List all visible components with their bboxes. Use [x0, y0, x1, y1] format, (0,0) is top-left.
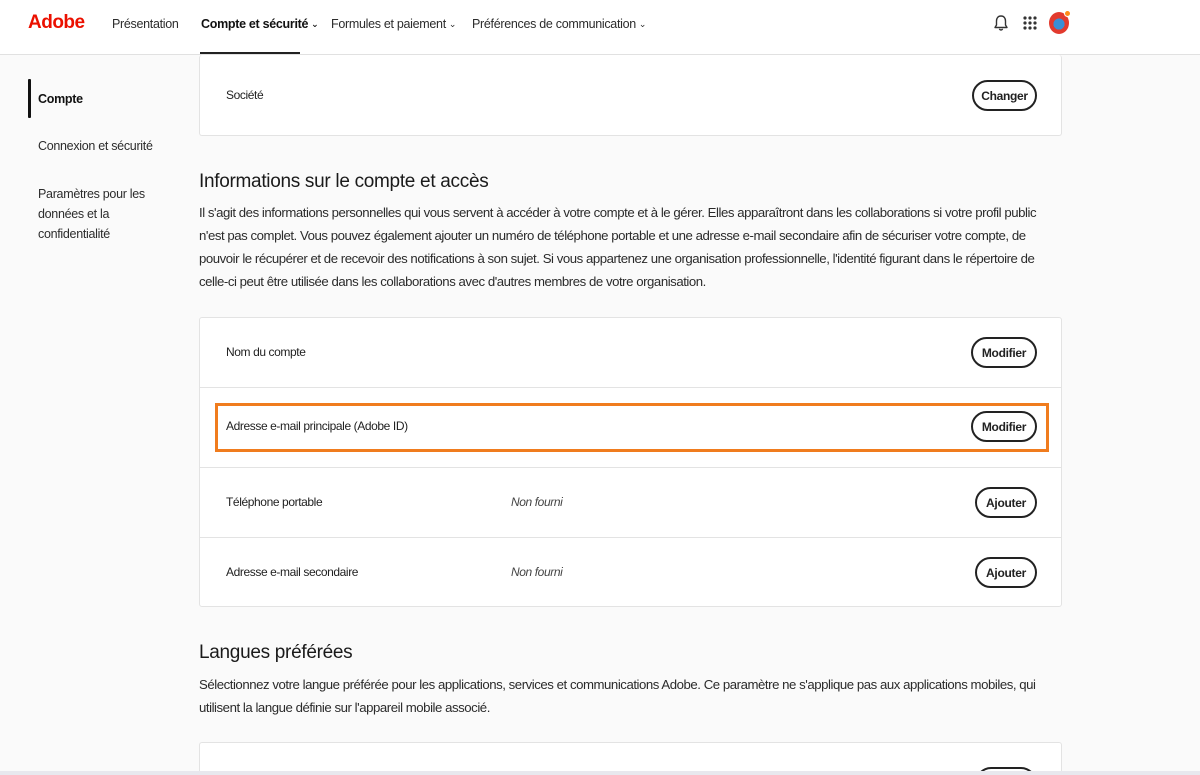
nav-presentation[interactable] [112, 17, 179, 55]
account-section-description: Il s'agit des informations personnelles qui vous servent à accéder à votre compte et à le gérer. Elles apparaîtront dans les collaborations si votre profil public n'est pas complet. Vous pouvez également ajouter un numéro de téléphone portable et une adresse e-mail secondaire afin de sécuriser votre compte, de pouvoir le récupérer et de recevoir des notifications à son sujet. Si vous appartenez une organisation professionnelle, l'identité figurant dans le répertoire de celle-ci peut être utilisée dans les collaborations avec d'autres membres de votre organisation. [199, 205, 1037, 289]
nav-communication-preferences-label: Préférences de communication [472, 17, 636, 31]
sidebar-item-account[interactable]: Compte [38, 92, 83, 106]
language-section-title: Langues préférées [199, 642, 353, 663]
apps-grid-icon[interactable] [1023, 16, 1037, 35]
bell-icon[interactable] [993, 14, 1009, 37]
active-tab-indicator [200, 52, 300, 54]
nav-account-security-label: Compte et sécurité [201, 17, 309, 31]
primary-email-row [200, 388, 1061, 468]
avatar[interactable] [1049, 12, 1069, 34]
company-label: Société [226, 88, 264, 102]
nav-account-security[interactable] [201, 17, 318, 55]
nav-communication-preferences[interactable] [472, 17, 646, 55]
edit-primary-email-button[interactable]: Modifier [971, 411, 1037, 442]
mobile-phone-value: Non fourni [511, 495, 563, 509]
secondary-email-row [200, 538, 1061, 607]
add-mobile-phone-button[interactable]: Ajouter [975, 487, 1037, 518]
edit-account-name-button[interactable]: Modifier [971, 337, 1037, 368]
nav-presentation-label: Présentation [112, 17, 179, 31]
account-name-label: Nom du compte [226, 345, 306, 359]
chevron-down-icon: ⌄ [311, 19, 319, 29]
chevron-down-icon: ⌄ [638, 19, 647, 29]
account-name-row [200, 318, 1061, 388]
company-card [199, 55, 1062, 136]
top-navigation [0, 0, 1200, 55]
account-info-card [199, 317, 1062, 607]
sidebar-item-data-privacy[interactable]: Paramètres pour les données et la confidentialité [38, 187, 145, 241]
add-secondary-email-button[interactable]: Ajouter [975, 557, 1037, 588]
nav-plans-payment-label: Formules et paiement [331, 17, 446, 31]
sidebar-item-login-security[interactable]: Connexion et sécurité [38, 139, 153, 153]
language-section-description: Sélectionnez votre langue préférée pour les applications, services et communications Adobe. Ce paramètre ne s'applique pas aux applications mobiles, qui utilisent la langue définie sur l'appareil mobile associé. [199, 677, 1036, 715]
primary-email-label: Adresse e-mail principale (Adobe ID) [226, 419, 408, 433]
nav-plans-payment[interactable] [331, 17, 456, 55]
mobile-phone-label: Téléphone portable [226, 495, 323, 509]
change-company-button[interactable]: Changer [972, 80, 1037, 111]
secondary-email-label: Adresse e-mail secondaire [226, 565, 359, 579]
window-bottom-edge [0, 771, 1200, 775]
chevron-down-icon: ⌄ [448, 19, 457, 29]
sidebar-active-indicator [28, 79, 31, 118]
notification-dot [1064, 10, 1071, 17]
adobe-logo[interactable]: Adobe [28, 12, 85, 33]
account-section-title: Informations sur le compte et accès [199, 171, 489, 192]
mobile-phone-row [200, 468, 1061, 538]
secondary-email-value: Non fourni [511, 565, 563, 579]
